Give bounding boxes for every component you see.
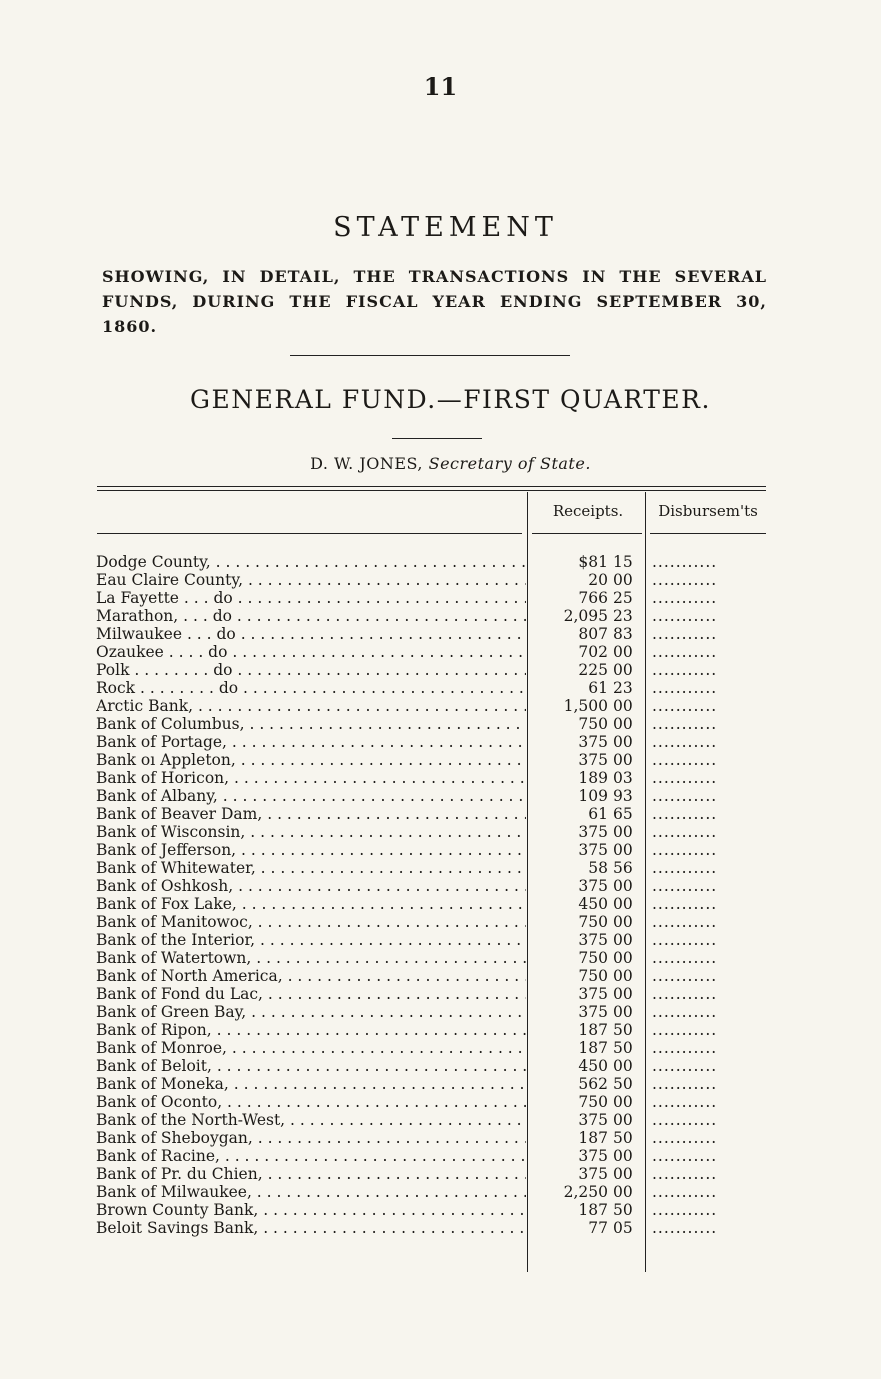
row-name: Bank of Fond du Lac, . . . xyxy=(96,985,526,1003)
row-disbursement-leader: ........... xyxy=(652,679,718,697)
row-name: Bank of Moneka, . . . xyxy=(96,1075,526,1093)
row-name: Rock . . . . . . . . do . . . xyxy=(96,679,526,697)
row-receipts-cents: 23 xyxy=(613,679,633,697)
row-receipts-cents: 50 xyxy=(613,1039,633,1057)
table-row xyxy=(0,895,881,913)
row-name: Bank of Horicon, . . . xyxy=(96,769,526,787)
row-receipts-cents: 00 xyxy=(613,751,633,769)
row-receipts-cents: 00 xyxy=(613,1165,633,1183)
row-disbursement-leader: ........... xyxy=(652,1021,718,1039)
table-row xyxy=(0,931,881,949)
row-receipts-dollars: 375 xyxy=(578,751,608,769)
table-row xyxy=(0,1003,881,1021)
table-row xyxy=(0,643,881,661)
table-row xyxy=(0,913,881,931)
row-disbursement-leader: ........... xyxy=(652,1201,718,1219)
row-receipts-dollars: 20 xyxy=(588,571,608,589)
row-disbursement-leader: ........... xyxy=(652,1219,718,1237)
row-receipts-dollars: 450 xyxy=(578,1057,608,1075)
row-receipts-dollars: 375 xyxy=(578,1147,608,1165)
table-row xyxy=(0,1021,881,1039)
row-receipts-cents: 25 xyxy=(613,589,633,607)
row-disbursement-leader: ........... xyxy=(652,697,718,715)
row-receipts-dollars: 375 xyxy=(578,931,608,949)
row-disbursement-leader: ........... xyxy=(652,1093,718,1111)
table-row xyxy=(0,1165,881,1183)
row-name: Bank of Beloit, . . . xyxy=(96,1057,526,1075)
row-name: Bank of Ripon, . . . xyxy=(96,1021,526,1039)
row-disbursement-leader: ........... xyxy=(652,877,718,895)
row-receipts-dollars: 58 xyxy=(588,859,608,877)
table-row xyxy=(0,967,881,985)
row-receipts-cents: 23 xyxy=(613,607,633,625)
row-receipts-cents: 00 xyxy=(613,895,633,913)
table-row xyxy=(0,949,881,967)
row-receipts-dollars: 189 xyxy=(578,769,608,787)
row-receipts-dollars: 61 xyxy=(588,805,608,823)
statement-subtitle: SHOWING, IN DETAIL, THE TRANSACTIONS IN THE SEVERAL FUNDS, DURING THE FISCAL YEAR ENDING SEPTEMBER 30, 1860. xyxy=(102,267,767,336)
row-receipts-dollars: 61 xyxy=(588,679,608,697)
row-receipts-cents: 50 xyxy=(613,1201,633,1219)
table-row xyxy=(0,1147,881,1165)
row-disbursement-leader: ........... xyxy=(652,607,718,625)
row-receipts-dollars: 187 xyxy=(578,1201,608,1219)
table-row xyxy=(0,769,881,787)
row-receipts-cents: 56 xyxy=(613,859,633,877)
row-receipts-cents: 50 xyxy=(613,1075,633,1093)
divider-rule xyxy=(290,355,570,356)
row-receipts-dollars: 450 xyxy=(578,895,608,913)
row-receipts-dollars: 702 xyxy=(578,643,608,661)
row-name: Bank of Albany, . . . xyxy=(96,787,526,805)
disbursements-column-header: Disbursem'ts xyxy=(658,502,758,520)
row-receipts-cents: 15 xyxy=(613,553,633,571)
row-receipts-cents: 00 xyxy=(613,967,633,985)
row-disbursement-leader: ........... xyxy=(652,553,718,571)
row-name: Bank of the North-West, . . . xyxy=(96,1111,526,1129)
row-receipts-dollars: 766 xyxy=(578,589,608,607)
row-receipts-dollars: 2,095 xyxy=(563,607,608,625)
row-name: La Fayette . . . do . . . xyxy=(96,589,526,607)
row-name: Bank of Wisconsin, . . . xyxy=(96,823,526,841)
row-receipts-dollars: 187 xyxy=(578,1129,608,1147)
row-receipts-dollars: 109 xyxy=(578,787,608,805)
row-name: Bank of Jefferson, . . . xyxy=(96,841,526,859)
row-disbursement-leader: ........... xyxy=(652,805,718,823)
row-name: Arctic Bank, . . . xyxy=(96,697,526,715)
row-name: Bank of Pr. du Chien, . . . xyxy=(96,1165,526,1183)
table-row xyxy=(0,589,881,607)
row-disbursement-leader: ........... xyxy=(652,1111,718,1129)
row-receipts-cents: 00 xyxy=(613,715,633,733)
row-receipts-dollars: 750 xyxy=(578,715,608,733)
row-receipts-cents: 00 xyxy=(613,733,633,751)
row-disbursement-leader: ........... xyxy=(652,1057,718,1075)
table-row xyxy=(0,1219,881,1237)
table-row xyxy=(0,553,881,571)
author-role: Secretary of State. xyxy=(428,454,591,473)
row-receipts-dollars: 375 xyxy=(578,1165,608,1183)
row-disbursement-leader: ........... xyxy=(652,1183,718,1201)
row-receipts-cents: 83 xyxy=(613,625,633,643)
table-top-rule-2 xyxy=(97,490,766,491)
row-name: Bank of Beaver Dam, . . . xyxy=(96,805,526,823)
row-receipts-cents: 00 xyxy=(613,913,633,931)
row-name: Bank of Portage, . . . xyxy=(96,733,526,751)
row-disbursement-leader: ........... xyxy=(652,715,718,733)
row-name: Bank of the Interior, . . . xyxy=(96,931,526,949)
table-row xyxy=(0,859,881,877)
table-row xyxy=(0,805,881,823)
row-disbursement-leader: ........... xyxy=(652,571,718,589)
row-name: Bank of Columbus, . . . xyxy=(96,715,526,733)
row-receipts-cents: 50 xyxy=(613,1021,633,1039)
row-receipts-cents: 00 xyxy=(613,877,633,895)
row-name: Polk . . . . . . . . do . . . xyxy=(96,661,526,679)
row-receipts-dollars: 375 xyxy=(578,841,608,859)
row-receipts-cents: 00 xyxy=(613,571,633,589)
row-disbursement-leader: ........... xyxy=(652,733,718,751)
header-underline-disb xyxy=(650,533,766,534)
row-receipts-cents: 00 xyxy=(613,985,633,1003)
row-receipts-dollars: 562 xyxy=(578,1075,608,1093)
row-receipts-cents: 00 xyxy=(613,841,633,859)
row-disbursement-leader: ........... xyxy=(652,949,718,967)
header-underline-name xyxy=(97,533,522,534)
row-receipts-dollars: 750 xyxy=(578,1093,608,1111)
row-disbursement-leader: ........... xyxy=(652,751,718,769)
divider-rule-short xyxy=(392,438,482,439)
row-receipts-cents: 65 xyxy=(613,805,633,823)
table-row xyxy=(0,1201,881,1219)
row-disbursement-leader: ........... xyxy=(652,985,718,1003)
row-name: Bank of Oconto, . . . xyxy=(96,1093,526,1111)
section-heading: GENERAL FUND.—FIRST QUARTER. xyxy=(190,385,711,414)
row-receipts-dollars: $81 xyxy=(578,553,608,571)
row-disbursement-leader: ........... xyxy=(652,787,718,805)
table-row xyxy=(0,625,881,643)
row-receipts-cents: 00 xyxy=(613,643,633,661)
row-disbursement-leader: ........... xyxy=(652,1129,718,1147)
row-receipts-cents: 05 xyxy=(613,1219,633,1237)
row-name: Brown County Bank, . . . xyxy=(96,1201,526,1219)
page-number: 11 xyxy=(423,72,458,101)
author-line xyxy=(0,454,881,473)
row-disbursement-leader: ........... xyxy=(652,1039,718,1057)
table-row xyxy=(0,1057,881,1075)
row-receipts-dollars: 375 xyxy=(578,733,608,751)
statement-title: STATEMENT xyxy=(333,212,558,243)
row-receipts-cents: 00 xyxy=(613,931,633,949)
row-name: Bank of Manitowoc, . . . xyxy=(96,913,526,931)
table-row xyxy=(0,1111,881,1129)
row-name: Bank of Racine, . . . xyxy=(96,1147,526,1165)
table-row xyxy=(0,1075,881,1093)
row-disbursement-leader: ........... xyxy=(652,643,718,661)
row-disbursement-leader: ........... xyxy=(652,625,718,643)
row-receipts-dollars: 2,250 xyxy=(563,1183,608,1201)
row-disbursement-leader: ........... xyxy=(652,1147,718,1165)
table-top-rule xyxy=(97,486,766,487)
table-row xyxy=(0,571,881,589)
row-disbursement-leader: ........... xyxy=(652,931,718,949)
row-name: Ozaukee . . . . do . . . xyxy=(96,643,526,661)
row-disbursement-leader: ........... xyxy=(652,841,718,859)
row-name: Beloit Savings Bank, . . . xyxy=(96,1219,526,1237)
row-disbursement-leader: ........... xyxy=(652,823,718,841)
table-row xyxy=(0,733,881,751)
row-receipts-dollars: 750 xyxy=(578,967,608,985)
table-row xyxy=(0,841,881,859)
row-disbursement-leader: ........... xyxy=(652,859,718,877)
row-receipts-cents: 00 xyxy=(613,823,633,841)
row-disbursement-leader: ........... xyxy=(652,1075,718,1093)
row-receipts-cents: 00 xyxy=(613,1111,633,1129)
table-row xyxy=(0,715,881,733)
row-receipts-dollars: 375 xyxy=(578,823,608,841)
row-receipts-dollars: 225 xyxy=(578,661,608,679)
row-receipts-cents: 50 xyxy=(613,1129,633,1147)
receipts-column-header: Receipts. xyxy=(552,502,624,520)
row-receipts-cents: 00 xyxy=(613,949,633,967)
table-row xyxy=(0,1183,881,1201)
row-receipts-dollars: 807 xyxy=(578,625,608,643)
row-disbursement-leader: ........... xyxy=(652,589,718,607)
row-receipts-cents: 00 xyxy=(613,1057,633,1075)
row-receipts-dollars: 375 xyxy=(578,877,608,895)
row-receipts-cents: 00 xyxy=(613,1183,633,1201)
table-row xyxy=(0,985,881,1003)
row-receipts-cents: 03 xyxy=(613,769,633,787)
row-disbursement-leader: ........... xyxy=(652,769,718,787)
row-name: Bank of Monroe, . . . xyxy=(96,1039,526,1057)
header-underline-receipts xyxy=(532,533,642,534)
row-name: Bank of Watertown, . . . xyxy=(96,949,526,967)
row-name: Bank of Fox Lake, . . . xyxy=(96,895,526,913)
row-name: Bank of Oshkosh, . . . xyxy=(96,877,526,895)
row-receipts-dollars: 375 xyxy=(578,1111,608,1129)
table-row xyxy=(0,823,881,841)
table-row xyxy=(0,787,881,805)
row-name: Milwaukee . . . do . . . xyxy=(96,625,526,643)
row-receipts-dollars: 750 xyxy=(578,913,608,931)
row-receipts-dollars: 375 xyxy=(578,1003,608,1021)
row-receipts-dollars: 750 xyxy=(578,949,608,967)
row-receipts-dollars: 187 xyxy=(578,1039,608,1057)
row-disbursement-leader: ........... xyxy=(652,1003,718,1021)
table-row xyxy=(0,679,881,697)
table-row xyxy=(0,661,881,679)
table-row xyxy=(0,877,881,895)
row-disbursement-leader: ........... xyxy=(652,1165,718,1183)
row-disbursement-leader: ........... xyxy=(652,895,718,913)
author-name: D. W. JONES, xyxy=(310,454,424,473)
row-receipts-cents: 00 xyxy=(613,661,633,679)
row-name: Marathon, . . . do . . . xyxy=(96,607,526,625)
table-row xyxy=(0,1039,881,1057)
row-disbursement-leader: ........... xyxy=(652,967,718,985)
row-receipts-cents: 93 xyxy=(613,787,633,805)
row-name: Dodge County, . . . xyxy=(96,553,526,571)
row-name: Bank oı Appleton, . . . xyxy=(96,751,526,769)
table-row xyxy=(0,1093,881,1111)
table-row xyxy=(0,697,881,715)
row-receipts-cents: 00 xyxy=(613,1147,633,1165)
table-row xyxy=(0,607,881,625)
row-disbursement-leader: ........... xyxy=(652,661,718,679)
row-name: Bank of North America, . . . xyxy=(96,967,526,985)
row-receipts-dollars: 187 xyxy=(578,1021,608,1039)
table-row xyxy=(0,1129,881,1147)
row-receipts-cents: 00 xyxy=(613,697,633,715)
row-receipts-dollars: 375 xyxy=(578,985,608,1003)
row-receipts-dollars: 1,500 xyxy=(563,697,608,715)
row-receipts-dollars: 77 xyxy=(588,1219,608,1237)
row-receipts-cents: 00 xyxy=(613,1093,633,1111)
row-disbursement-leader: ........... xyxy=(652,913,718,931)
row-name: Bank of Whitewater, . . . xyxy=(96,859,526,877)
row-name: Bank of Sheboygan, . . . xyxy=(96,1129,526,1147)
row-receipts-cents: 00 xyxy=(613,1003,633,1021)
row-name: Bank of Milwaukee, . . . xyxy=(96,1183,526,1201)
table-row xyxy=(0,751,881,769)
row-name: Eau Claire County, . . . xyxy=(96,571,526,589)
row-name: Bank of Green Bay, . . . xyxy=(96,1003,526,1021)
